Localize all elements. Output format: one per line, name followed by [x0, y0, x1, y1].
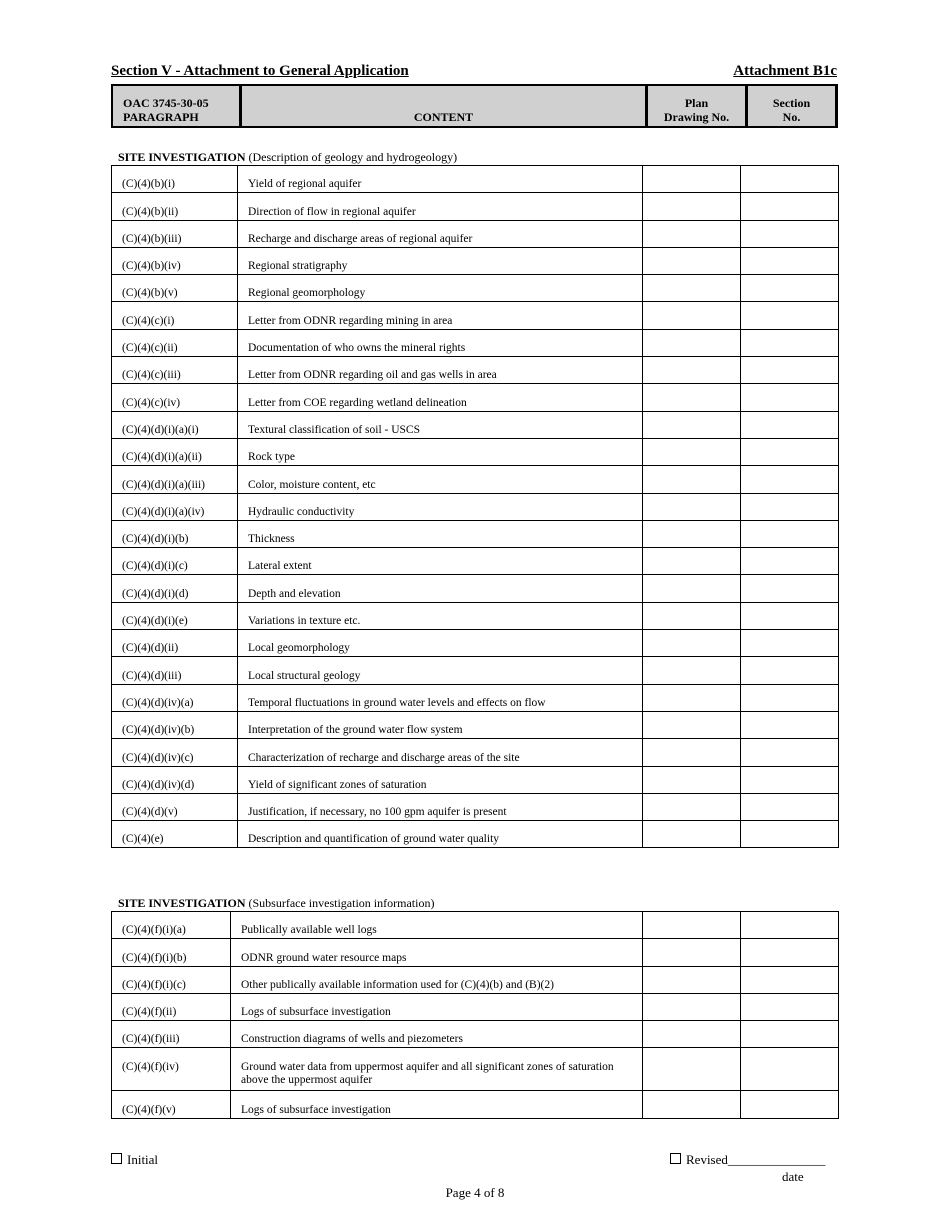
- table-row: [112, 575, 839, 602]
- revised-checkbox[interactable]: [670, 1153, 681, 1164]
- date-label: date: [782, 1169, 804, 1184]
- paragraph-cell: (C)(4)(f)(i)(b): [112, 939, 231, 966]
- plan-drawing-cell[interactable]: [643, 548, 741, 575]
- section-header-line1: Section: [772, 96, 811, 110]
- page-number: Page 4 of 8: [445, 1185, 505, 1200]
- content-cell: Documentation of who owns the mineral rights: [238, 329, 643, 356]
- content-cell: Ground water data from uppermost aquifer and all significant zones of saturation above the uppermost aquifer: [231, 1048, 643, 1091]
- table-row: [112, 657, 839, 684]
- section-number-cell[interactable]: [741, 220, 839, 247]
- paragraph-cell: (C)(4)(d)(iv)(d): [112, 766, 238, 793]
- paragraph-cell: (C)(4)(b)(iii): [112, 220, 238, 247]
- table-row: [112, 166, 839, 193]
- content-cell: Thickness: [238, 520, 643, 547]
- content-cell: Recharge and discharge areas of regional aquifer: [238, 220, 643, 247]
- plan-drawing-cell[interactable]: [643, 766, 741, 793]
- page-header: [111, 63, 837, 80]
- table-row: [112, 821, 839, 848]
- section-number-cell[interactable]: [741, 438, 839, 465]
- content-cell: Local geomorphology: [238, 630, 643, 657]
- content-header-label: CONTENT: [413, 110, 474, 124]
- content-cell: Other publically available information used for (C)(4)(b) and (B)(2): [231, 966, 643, 993]
- content-cell: Temporal fluctuations in ground water levels and effects on flow: [238, 684, 643, 711]
- content-cell: Logs of subsurface investigation: [231, 993, 643, 1020]
- content-cell: Regional geomorphology: [238, 275, 643, 302]
- plan-drawing-cell[interactable]: [643, 739, 741, 766]
- section2-label-bold: SITE INVESTIGATION: [118, 896, 246, 910]
- section-number-cell[interactable]: [741, 602, 839, 629]
- content-cell: Publically available well logs: [231, 912, 643, 939]
- section-number-cell[interactable]: [741, 684, 839, 711]
- section-number-cell[interactable]: [741, 357, 839, 384]
- section-number-cell[interactable]: [741, 275, 839, 302]
- paragraph-column-header: [112, 85, 241, 127]
- table-row: [112, 466, 839, 493]
- content-cell: Depth and elevation: [238, 575, 643, 602]
- table-row: [112, 329, 839, 356]
- plan-drawing-cell[interactable]: [643, 1021, 741, 1048]
- content-cell: Regional stratigraphy: [238, 247, 643, 274]
- table-row: [112, 1048, 839, 1091]
- content-cell: Justification, if necessary, no 100 gpm aquifer is present: [238, 793, 643, 820]
- section-number-cell[interactable]: [741, 939, 839, 966]
- plan-drawing-cell[interactable]: [643, 602, 741, 629]
- content-cell: Color, moisture content, etc: [238, 466, 643, 493]
- content-cell: ODNR ground water resource maps: [231, 939, 643, 966]
- paragraph-cell: (C)(4)(d)(iv)(a): [112, 684, 238, 711]
- plan-drawing-cell[interactable]: [643, 793, 741, 820]
- plan-drawing-cell[interactable]: [643, 438, 741, 465]
- plan-drawing-cell[interactable]: [643, 821, 741, 848]
- section-number-cell[interactable]: [741, 329, 839, 356]
- plan-drawing-cell[interactable]: [643, 247, 741, 274]
- paragraph-cell: (C)(4)(c)(ii): [112, 329, 238, 356]
- section-number-cell[interactable]: [741, 520, 839, 547]
- table-row: [112, 939, 839, 966]
- section-number-cell[interactable]: [741, 302, 839, 329]
- paragraph-cell: (C)(4)(f)(i)(c): [112, 966, 231, 993]
- table-row: [112, 493, 839, 520]
- paragraph-cell: (C)(4)(d)(i)(b): [112, 520, 238, 547]
- content-cell: Variations in texture etc.: [238, 602, 643, 629]
- paragraph-cell: (C)(4)(c)(iii): [112, 357, 238, 384]
- section-number-cell[interactable]: [741, 966, 839, 993]
- table-row: [112, 548, 839, 575]
- section-number-cell[interactable]: [741, 766, 839, 793]
- plan-drawing-cell[interactable]: [643, 684, 741, 711]
- plan-drawing-cell[interactable]: [643, 466, 741, 493]
- content-cell: Hydraulic conductivity: [238, 493, 643, 520]
- plan-drawing-cell[interactable]: [643, 657, 741, 684]
- paragraph-cell: (C)(4)(f)(iii): [112, 1021, 231, 1048]
- content-cell: Letter from ODNR regarding oil and gas wells in area: [238, 357, 643, 384]
- section1-label-rest: (Description of geology and hydrogeology): [245, 150, 458, 164]
- content-cell: Textural classification of soil - USCS: [238, 411, 643, 438]
- content-cell: Local structural geology: [238, 657, 643, 684]
- plan-drawing-cell[interactable]: [643, 1048, 741, 1091]
- table-row: [112, 384, 839, 411]
- table-row: [112, 711, 839, 738]
- paragraph-cell: (C)(4)(d)(iv)(c): [112, 739, 238, 766]
- paragraph-cell: (C)(4)(d)(i)(a)(i): [112, 411, 238, 438]
- section-number-cell[interactable]: [741, 411, 839, 438]
- plan-drawing-cell[interactable]: [643, 302, 741, 329]
- section-number-cell[interactable]: [741, 739, 839, 766]
- paragraph-cell: (C)(4)(d)(i)(d): [112, 575, 238, 602]
- section-number-cell[interactable]: [741, 247, 839, 274]
- table-row: [112, 520, 839, 547]
- table-row: [112, 766, 839, 793]
- paragraph-header-line2: PARAGRAPH: [123, 110, 199, 124]
- content-cell: Letter from ODNR regarding mining in area: [238, 302, 643, 329]
- table-row: [112, 912, 839, 939]
- plan-drawing-cell[interactable]: [643, 275, 741, 302]
- content-cell: Logs of subsurface investigation: [231, 1091, 643, 1118]
- plan-drawing-cell[interactable]: [643, 357, 741, 384]
- geology-table: [111, 165, 839, 848]
- paragraph-header-line1: OAC 3745-30-05: [123, 96, 209, 110]
- paragraph-cell: (C)(4)(f)(iv): [112, 1048, 231, 1091]
- plan-drawing-cell[interactable]: [643, 384, 741, 411]
- plan-header-line2: Drawing No.: [663, 110, 730, 124]
- plan-drawing-cell[interactable]: [643, 520, 741, 547]
- paragraph-cell: (C)(4)(d)(i)(c): [112, 548, 238, 575]
- content-column-header: [241, 85, 647, 127]
- column-header-table: [111, 84, 838, 128]
- table-row: [112, 684, 839, 711]
- section-number-cell[interactable]: [741, 1021, 839, 1048]
- plan-drawing-cell[interactable]: [643, 575, 741, 602]
- plan-drawing-cell[interactable]: [643, 329, 741, 356]
- content-cell: Rock type: [238, 438, 643, 465]
- paragraph-cell: (C)(4)(d)(i)(a)(iii): [112, 466, 238, 493]
- plan-drawing-cell[interactable]: [643, 1091, 741, 1118]
- content-cell: Characterization of recharge and discharge areas of the site: [238, 739, 643, 766]
- plan-drawing-cell[interactable]: [643, 493, 741, 520]
- paragraph-cell: (C)(4)(b)(v): [112, 275, 238, 302]
- plan-drawing-cell[interactable]: [643, 912, 741, 939]
- section-number-cell[interactable]: [741, 793, 839, 820]
- paragraph-cell: (C)(4)(d)(ii): [112, 630, 238, 657]
- paragraph-cell: (C)(4)(c)(i): [112, 302, 238, 329]
- paragraph-cell: (C)(4)(d)(i)(a)(ii): [112, 438, 238, 465]
- section2-label: [118, 896, 434, 911]
- section-number-cell[interactable]: [741, 1048, 839, 1091]
- paragraph-cell: (C)(4)(d)(v): [112, 793, 238, 820]
- plan-header-line1: Plan: [684, 96, 709, 110]
- paragraph-cell: (C)(4)(e): [112, 821, 238, 848]
- plan-drawing-cell[interactable]: [643, 630, 741, 657]
- section1-label-bold: SITE INVESTIGATION: [118, 150, 246, 164]
- section-number-cell[interactable]: [741, 1091, 839, 1118]
- section-number-cell[interactable]: [741, 912, 839, 939]
- paragraph-cell: (C)(4)(f)(v): [112, 1091, 231, 1118]
- table-row: [112, 247, 839, 274]
- content-cell: Letter from COE regarding wetland delineation: [238, 384, 643, 411]
- section-header-line2: No.: [782, 110, 801, 124]
- content-cell: Direction of flow in regional aquifer: [238, 193, 643, 220]
- content-cell: Yield of regional aquifer: [238, 166, 643, 193]
- paragraph-cell: (C)(4)(b)(i): [112, 166, 238, 193]
- table-row: [112, 302, 839, 329]
- table-row: [112, 1021, 839, 1048]
- initial-option[interactable]: [111, 1152, 158, 1168]
- revised-label: Revised_______________: [686, 1152, 826, 1167]
- paragraph-cell: (C)(4)(b)(ii): [112, 193, 238, 220]
- plan-drawing-cell[interactable]: [643, 966, 741, 993]
- table-row: [112, 275, 839, 302]
- section-number-cell[interactable]: [741, 711, 839, 738]
- table-row: [112, 739, 839, 766]
- section-number-cell[interactable]: [741, 821, 839, 848]
- section-number-cell[interactable]: [741, 548, 839, 575]
- paragraph-cell: (C)(4)(d)(i)(e): [112, 602, 238, 629]
- initial-label: Initial: [127, 1152, 159, 1167]
- paragraph-cell: (C)(4)(f)(i)(a): [112, 912, 231, 939]
- section-number-cell[interactable]: [741, 575, 839, 602]
- section-number-cell[interactable]: [741, 657, 839, 684]
- paragraph-cell: (C)(4)(c)(iv): [112, 384, 238, 411]
- table-row: [112, 1091, 839, 1118]
- section2-label-rest: (Subsurface investigation information): [245, 896, 435, 910]
- paragraph-cell: (C)(4)(d)(iv)(b): [112, 711, 238, 738]
- section-number-cell[interactable]: [741, 384, 839, 411]
- table-row: [112, 602, 839, 629]
- section1-label: [118, 150, 457, 165]
- table-row: [112, 193, 839, 220]
- section-number-cell[interactable]: [741, 493, 839, 520]
- plan-drawing-cell[interactable]: [643, 166, 741, 193]
- content-cell: Description and quantification of ground water quality: [238, 821, 643, 848]
- plan-drawing-cell[interactable]: [643, 711, 741, 738]
- table-row: [112, 966, 839, 993]
- initial-checkbox[interactable]: [111, 1153, 122, 1164]
- plan-drawing-cell[interactable]: [643, 939, 741, 966]
- content-cell: Construction diagrams of wells and piezometers: [231, 1021, 643, 1048]
- section-title: Section V - Attachment to General Application: [111, 63, 409, 79]
- plan-drawing-cell[interactable]: [643, 193, 741, 220]
- paragraph-cell: (C)(4)(f)(ii): [112, 993, 231, 1020]
- table-row: [112, 993, 839, 1020]
- content-cell: Yield of significant zones of saturation: [238, 766, 643, 793]
- section-number-cell[interactable]: [741, 466, 839, 493]
- table-row: [112, 438, 839, 465]
- plan-drawing-cell[interactable]: [643, 411, 741, 438]
- section-column-header: [747, 85, 837, 127]
- section-number-cell[interactable]: [741, 993, 839, 1020]
- paragraph-cell: (C)(4)(b)(iv): [112, 247, 238, 274]
- table-row: [112, 220, 839, 247]
- attachment-title: Attachment B1c: [733, 63, 837, 79]
- revised-option[interactable]: [670, 1152, 825, 1168]
- paragraph-cell: (C)(4)(d)(iii): [112, 657, 238, 684]
- plan-drawing-cell[interactable]: [643, 220, 741, 247]
- paragraph-cell: (C)(4)(d)(i)(a)(iv): [112, 493, 238, 520]
- table-row: [112, 793, 839, 820]
- section-number-cell[interactable]: [741, 630, 839, 657]
- content-cell: Interpretation of the ground water flow system: [238, 711, 643, 738]
- section-number-cell[interactable]: [741, 166, 839, 193]
- plan-column-header: [647, 85, 747, 127]
- content-cell: Lateral extent: [238, 548, 643, 575]
- subsurface-table: [111, 911, 839, 1119]
- table-row: [112, 630, 839, 657]
- section-number-cell[interactable]: [741, 193, 839, 220]
- plan-drawing-cell[interactable]: [643, 993, 741, 1020]
- table-row: [112, 357, 839, 384]
- table-row: [112, 411, 839, 438]
